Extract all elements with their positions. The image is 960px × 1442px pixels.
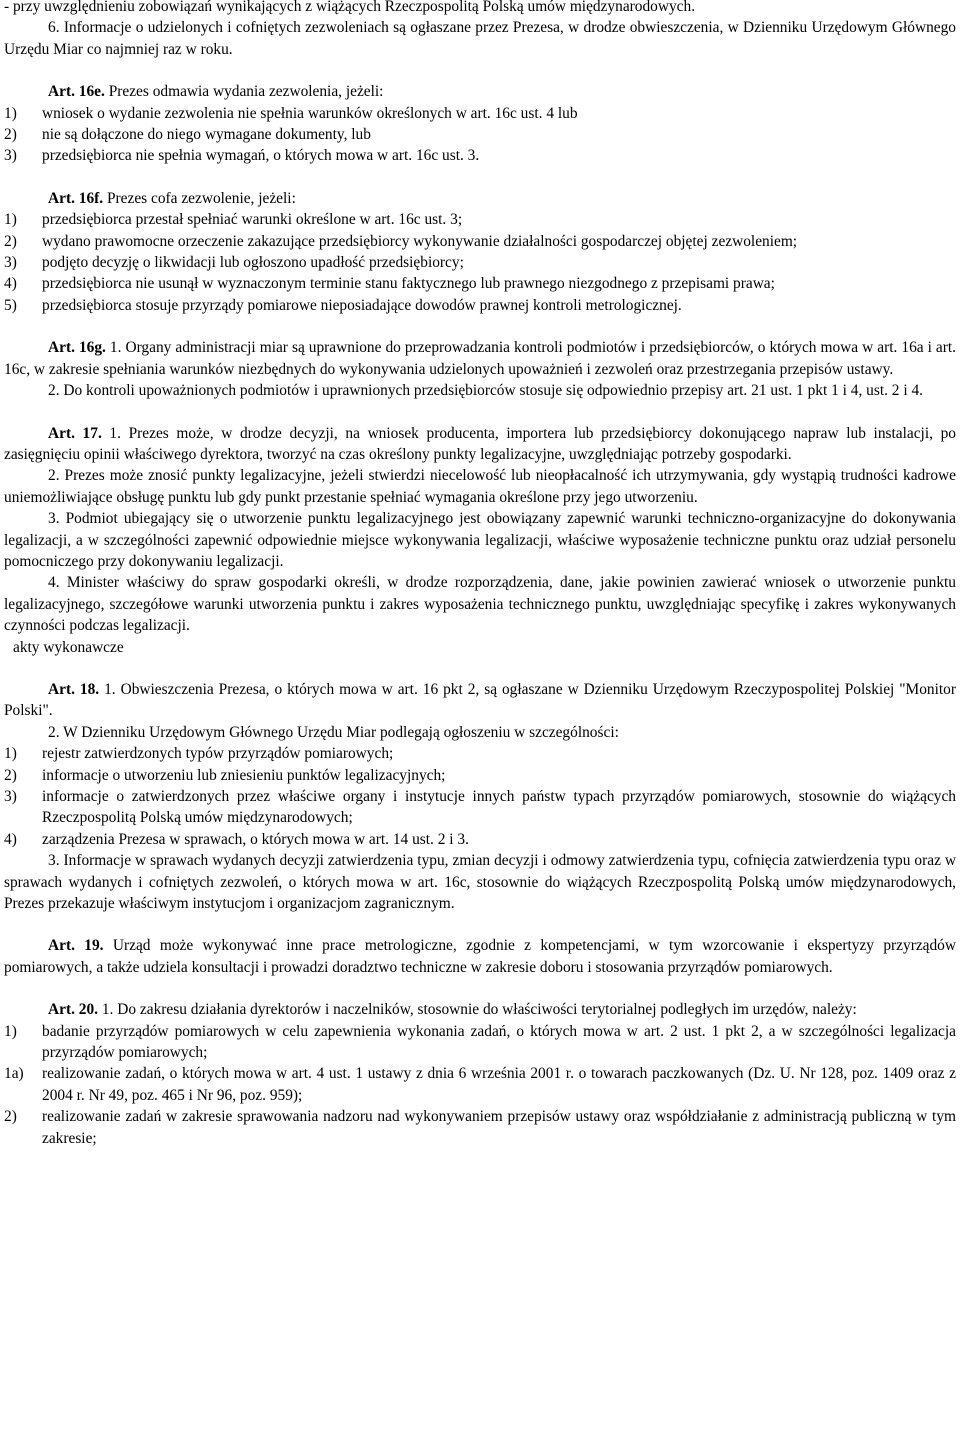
article-17-paragraph-3: 3. Podmiot ubiegający się o utworzenie punktu legalizacyjnego jest obowiązany zapewnić warunki techniczno-organizacyjne do dokonywania legalizacji, a w szczególności zapewnić odpowiednie miejsce wykonywania legalizacji, właściwe wyposażenie techniczne punktu oraz udział personelu pomocniczego przy dokonywaniu legalizacji. [4, 510, 956, 570]
list-item: 1) przedsiębiorca przestał spełniać warunki określone w art. 16c ust. 3; [4, 211, 463, 229]
article-20-paragraph-1: Art. 20. 1. Do zakresu działania dyrektorów i naczelników, stosownie do właściwości terytorialnej podległych im urzędów, należy: [48, 1001, 857, 1019]
article-17-paragraph-4: 4. Minister właściwy do spraw gospodarki określi, w drodze rozporządzenia, dane, jakie powinien zawierać wniosek o utworzenie punktu legalizacyjnego, szczegółowe warunki utworzenia punktu i zakres wyposażenia technicznego punktu, uwzględniając specyfikę i zakres wykonywanych czynności podczas legalizacji. [4, 574, 956, 635]
paragraph-6: 6. Informacje o udzielonych i cofniętych zezwoleniach są ogłaszane przez Prezesa, w drodze obwieszczenia, w Dzienniku Urzędowym Głównego Urzędu Miar co najmniej raz w roku. [4, 19, 956, 58]
article-heading: Art. 19. [48, 937, 104, 955]
article-heading: Art. 16f. [48, 189, 104, 207]
list-item: 2) wydano prawomocne orzeczenie zakazujące przedsiębiorcy wykonywanie działalności gospodarczej objętej zezwoleniem; [4, 232, 798, 250]
article-heading: Art. 17. [48, 424, 102, 442]
article-16f-intro: Art. 16f. Prezes cofa zezwolenie, jeżeli: [48, 189, 296, 207]
list-item: 4) przedsiębiorca nie usunął w wyznaczonym terminie stanu faktycznego lub prawnego niezgodnego z przepisami prawa; [4, 275, 775, 293]
article-17-paragraph-1: Art. 17. 1. Prezes może, w drodze decyzji, na wniosek producenta, importera lub przedsiębiorcy dokonującego napraw lub instalacji, po zasięgnięciu opinii właściwego dyrektora, tworzyć na czas określony punkty legalizacyjne, uwzględniając potrzeby gospodarki. [4, 424, 956, 463]
article-heading: Art. 16e. [48, 83, 105, 101]
article-heading: Art. 20. [48, 1001, 99, 1019]
list-item: 2) informacje o utworzeniu lub zniesieniu punktów legalizacyjnych; [4, 766, 446, 784]
article-17-paragraph-2: 2. Prezes może znosić punkty legalizacyjne, jeżeli stwierdzi niecelowość lub nieopłacalność ich utrzymywania, gdy wystąpią trudności kadrowe uniemożliwiające obsługę punktu lub gdy punkt przestanie spełniać wymagania określone przy jego utworzeniu. [4, 467, 956, 506]
list-item: 5) przedsiębiorca stosuje przyrządy pomiarowe nieposiadające dowodów prawnej kontroli metrologicznej. [4, 296, 682, 314]
article-18-paragraph-3: 3. Informacje w sprawach wydanych decyzji zatwierdzenia typu, zmian decyzji i odmowy zatwierdzenia typu, cofnięcia zatwierdzenia typu oraz w sprawach wydanych i cofniętych zezwoleń, o których mowa w art. 16c, stosownie do wiążących Rzeczpospolitą Polską umów międzynarodowych, Prezes przekazuje właściwym instytucjom i organizacjom zagranicznym. [4, 852, 956, 913]
list-item: 2) nie są dołączone do niego wymagane dokumenty, lub [4, 126, 371, 144]
article-16g-paragraph-2: 2. Do kontroli upoważnionych podmiotów i uprawnionych przedsiębiorców stosuje się odpowiednio przepisy art. 21 ust. 1 pkt 1 i 4, ust. 2 i 4. [48, 382, 924, 400]
article-heading: Art. 18. [48, 680, 100, 698]
article-18-paragraph-2: 2. W Dzienniku Urzędowym Głównego Urzędu Miar podlegają ogłoszeniu w szczególności: [48, 723, 619, 741]
document-page [4, 0, 956, 1149]
article-19-paragraph: Art. 19. Urząd może wykonywać inne prace metrologiczne, zgodnie z kompetencjami, w tym wzorcowanie i ekspertyzy przyrządów pomiarowych, a także udziela konsultacji i prowadzi doradztwo techniczne w zakresie doboru i stosowania przyrządów pomiarowych. [4, 937, 956, 976]
article-18-paragraph-1: Art. 18. 1. Obwieszczenia Prezesa, o których mowa w art. 16 pkt 2, są ogłaszane w Dzienniku Urzędowym Rzeczypospolitej Polskiej "Monitor Polski". [4, 680, 957, 720]
implementing-acts-note: akty wykonawcze [13, 638, 124, 656]
article-16e-intro: Art. 16e. Prezes odmawia wydania zezwolenia, jeżeli: [48, 83, 384, 101]
list-item: 3) informacje o zatwierdzonych przez właściwe organy i instytucje innych państw typach przyrządów pomiarowych, stosownie do wiążących Rzeczpospolitą Polską umów międzynarodowych; [4, 788, 956, 827]
list-item: 1) wniosek o wydanie zezwolenia nie spełnia warunków określonych w art. 16c ust. 4 lub [4, 104, 578, 122]
list-item: 1a) realizowanie zadań, o których mowa w art. 4 ust. 1 ustawy z dnia 6 września 2001 r. o towarach paczkowanych (Dz. U. Nr 128, poz. 1409 oraz z 2004 r. Nr 49, poz. 465 i Nr 96, poz. 959); [4, 1065, 956, 1104]
list-item: 3) przedsiębiorca nie spełnia wymagań, o których mowa w art. 16c ust. 3. [4, 147, 480, 165]
list-item: 1) badanie przyrządów pomiarowych w celu zapewnienia wykonania zadań, o których mowa w art. 2 ust. 1 pkt 2, a w szczególności legalizacja przyrządów pomiarowych; [4, 1022, 956, 1062]
article-heading: Art. 16g. [48, 339, 106, 357]
list-item: 1) rejestr zatwierdzonych typów przyrządów pomiarowych; [4, 745, 394, 763]
text-line: - przy uwzględnieniu zobowiązań wynikających z wiążących Rzeczpospolitą Polską umów międzynarodowych. [4, 0, 696, 15]
list-item: 3) podjęto decyzję o likwidacji lub ogłoszono upadłość przedsiębiorcy; [4, 254, 464, 272]
article-16g-paragraph-1: Art. 16g. 1. Organy administracji miar są uprawnione do przeprowadzania kontroli podmiotów i przedsiębiorców, o których mowa w art. 16a i art. 16c, w zakresie spełniania warunków niezbędnych do wykonywania udzielonych upoważnień i zezwoleń oraz przestrzegania przepisów ustawy. [4, 339, 956, 378]
list-item: 2) realizowanie zadań w zakresie sprawowania nadzoru nad wykonywaniem przepisów ustawy oraz współdziałanie z administracją publiczną w tym zakresie; [4, 1108, 956, 1147]
list-item: 4) zarządzenia Prezesa w sprawach, o których mowa w art. 14 ust. 2 i 3. [4, 830, 469, 848]
